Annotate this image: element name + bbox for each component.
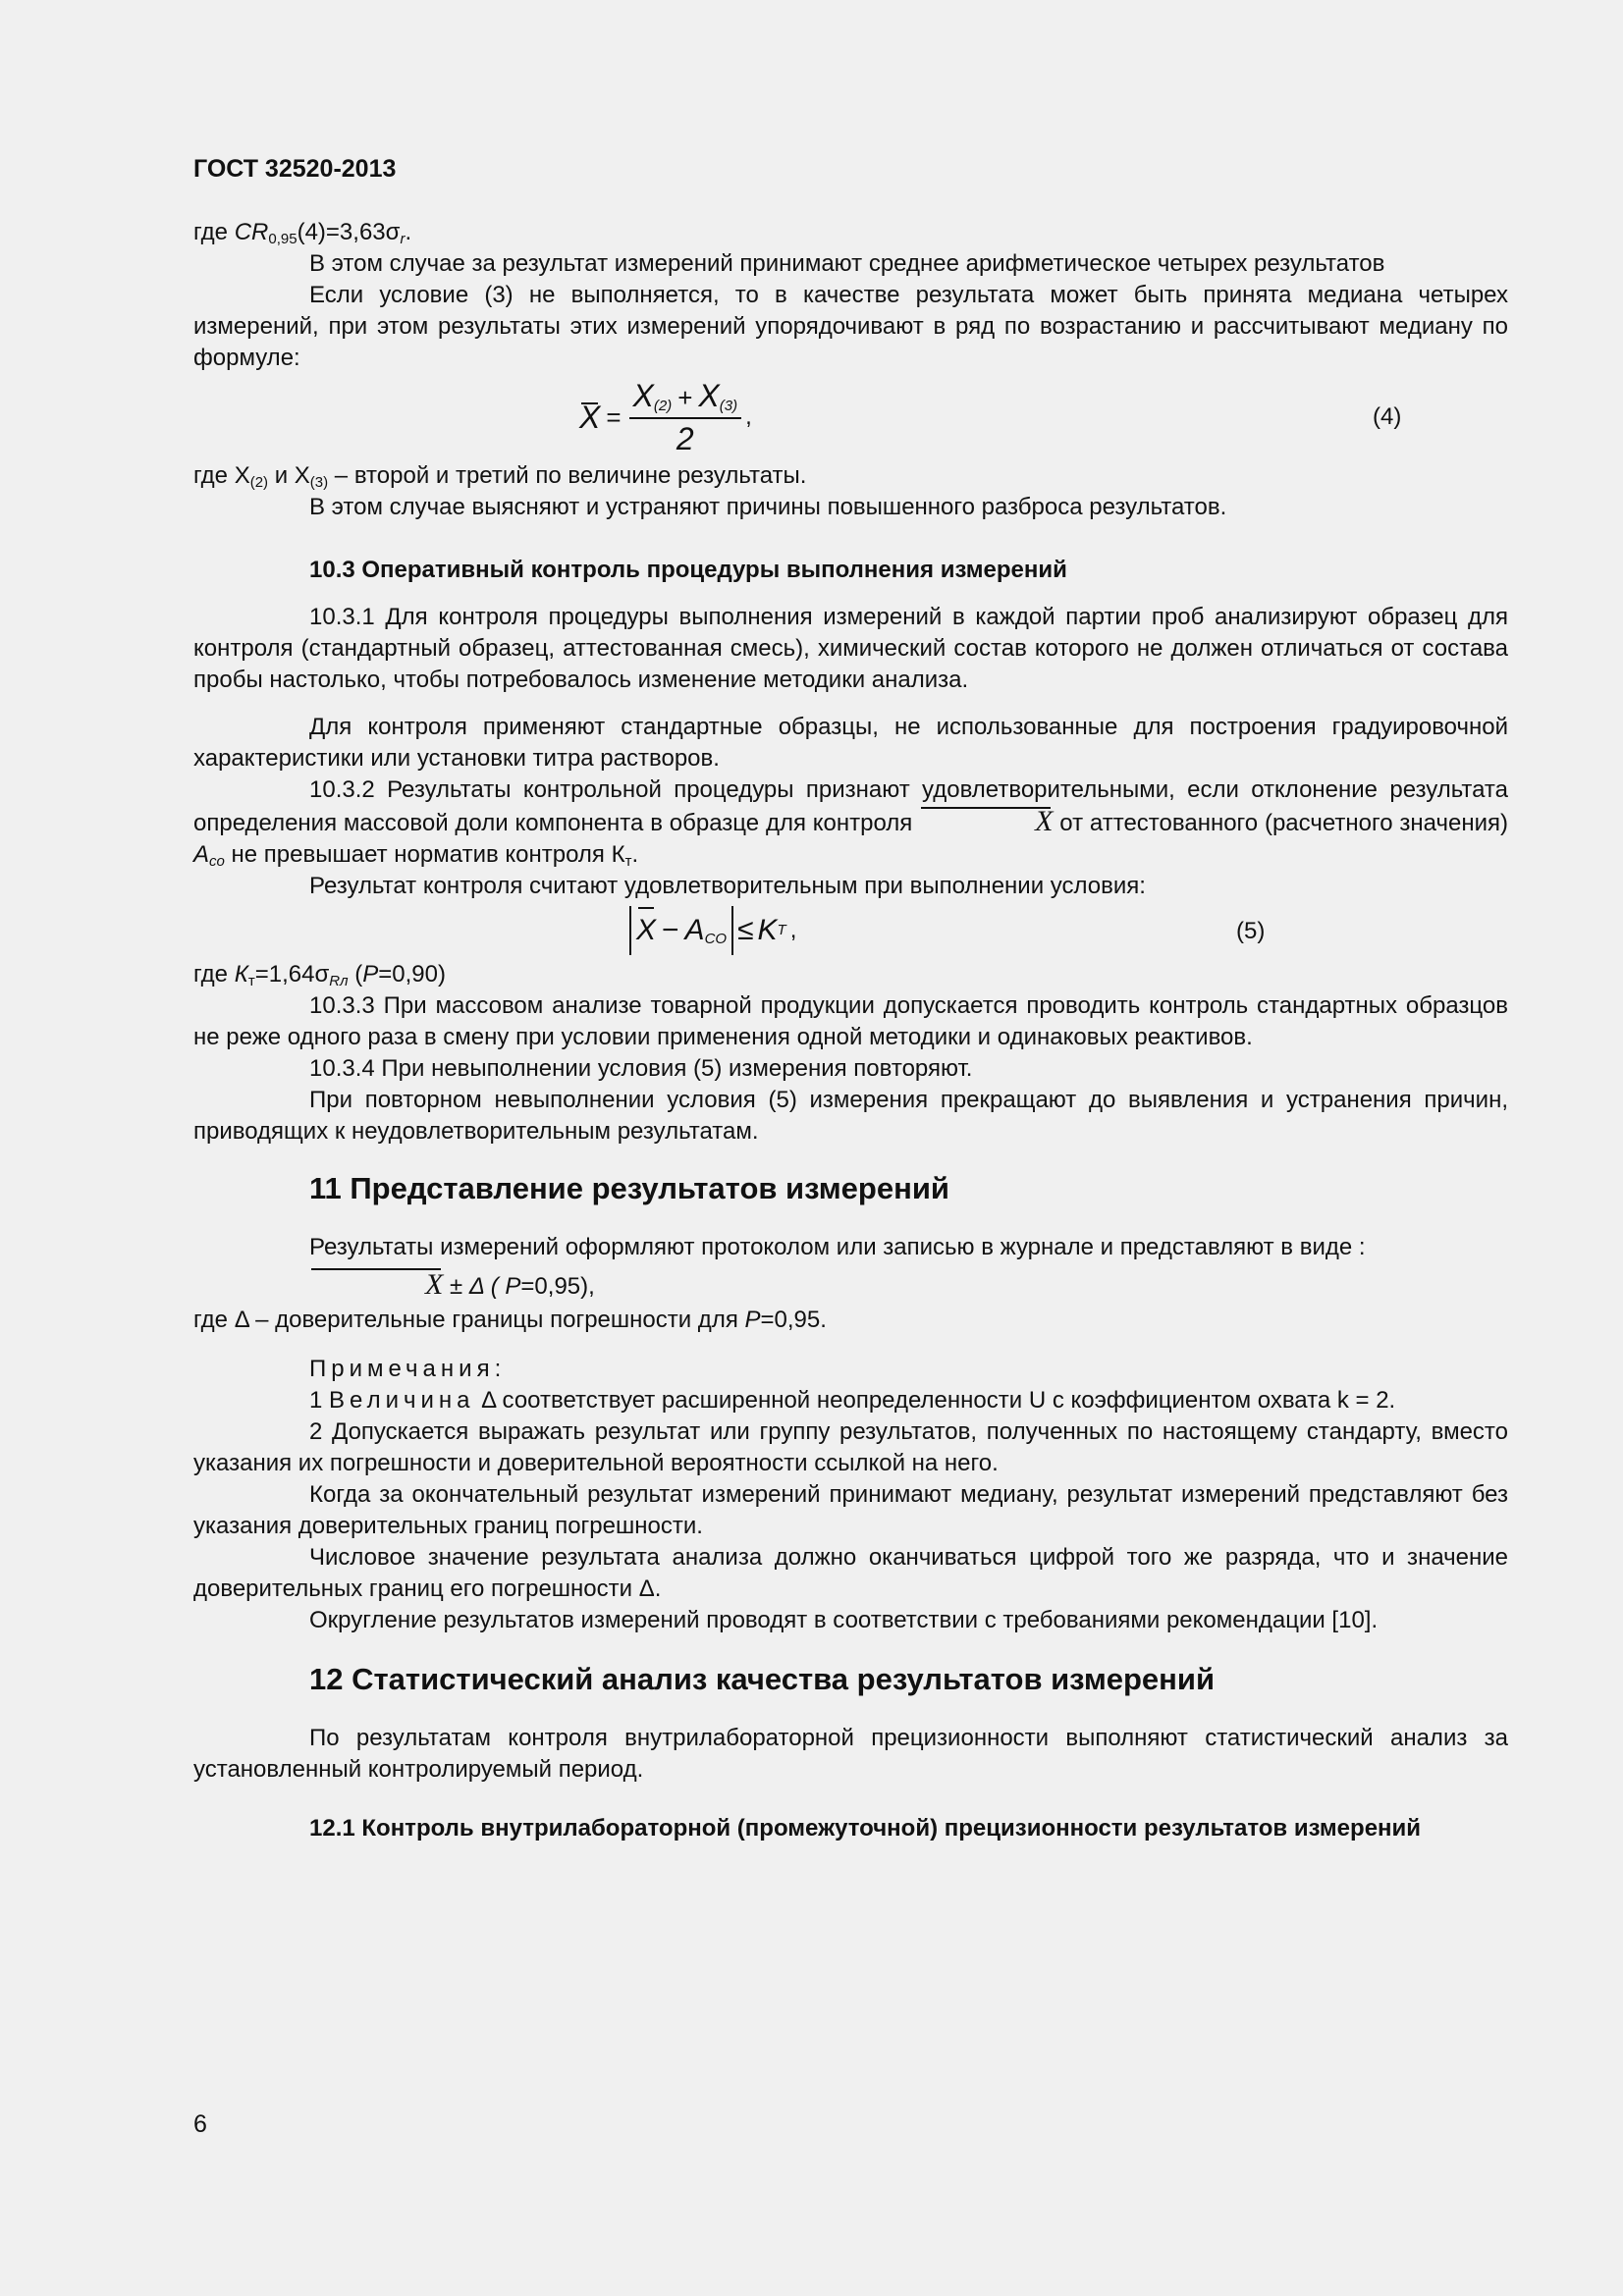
- paragraph: Для контроля применяют стандартные образцы, не использованные для построения градуировочной характеристики или установки титра растворов.: [193, 714, 1508, 772]
- text-fragment: .: [631, 841, 639, 868]
- text-fragment: где: [193, 219, 235, 245]
- subscript: т: [624, 853, 632, 870]
- subscript: Rл: [329, 973, 349, 989]
- paragraph: 10.3.1 Для контроля процедуры выполнения измерений в каждой партии проб анализируют образец для контроля (стандартный образец, аттестованная смесь), химический состав которого не должен отличаться от состава пробы настолько, чтобы потребовалось изменение методики анализа.: [193, 604, 1508, 693]
- paragraph: При повторном невыполнении условия (5) измерения прекращают до выявления и устранения причин, приводящих к неудовлетворительным результатам.: [193, 1087, 1508, 1145]
- paragraph: В этом случае выясняют и устраняют причины повышенного разброса результатов.: [309, 494, 1227, 520]
- text-fragment: где X: [193, 462, 250, 489]
- text-fragment: не превышает норматив контроля К: [224, 841, 625, 868]
- notes-heading: Примечания:: [309, 1356, 507, 1382]
- paragraph: Числовое значение результата анализа должно оканчиваться цифрой того же разряда, что и значение доверительных границ его погрешности Δ.: [193, 1544, 1508, 1602]
- fraction: [629, 376, 742, 458]
- page-number: 6: [193, 2110, 207, 2138]
- plus-sign: +: [677, 383, 693, 412]
- formula-comma: ,: [789, 917, 797, 943]
- formula-5: [193, 902, 1508, 959]
- section-heading-12-1: 12.1 Контроль внутрилабораторной (промежуточной) прецизионности результатов измерений: [309, 1815, 1422, 1842]
- subscript: т: [247, 973, 255, 989]
- paragraph: Результаты измерений оформляют протоколом или записью в журнале и представляют в виде :: [309, 1234, 1366, 1260]
- absolute-value: [629, 906, 733, 955]
- note-1: [193, 1385, 1508, 1416]
- document-code: ГОСТ 32520-2013: [193, 155, 397, 183]
- spaced-word: Величина: [329, 1387, 475, 1414]
- result-expression: [193, 1267, 1508, 1305]
- text-fragment: =0,95.: [760, 1307, 827, 1333]
- p-symbol: P: [505, 1273, 521, 1300]
- text-fragment: =0,95),: [520, 1273, 595, 1300]
- subscript: (3): [309, 474, 329, 491]
- text-fragment: (: [484, 1273, 506, 1300]
- subscript: 0,95: [268, 231, 298, 247]
- note-number: 1: [309, 1387, 323, 1414]
- plus-minus-sign: ±: [443, 1273, 469, 1300]
- minus-sign: −: [662, 914, 679, 946]
- equals-sign: =: [606, 402, 622, 432]
- numerator: [629, 376, 742, 419]
- x3-symbol: X: [698, 378, 720, 413]
- text-fragment: – второй и третий по величине результаты.: [328, 462, 807, 489]
- equation-number: (4): [1373, 403, 1402, 430]
- text-fragment: от аттестованного (расчетного значения): [1053, 810, 1508, 836]
- section-heading-12: 12 Статистический анализ качества результатов измерений: [309, 1662, 1216, 1696]
- paragraph: [193, 460, 1508, 492]
- cr-symbol: CR: [234, 219, 269, 245]
- subscript: (2): [653, 398, 673, 414]
- p-symbol: P: [362, 961, 379, 988]
- mean-x-symbol: X: [919, 806, 1053, 837]
- paragraph: [193, 1305, 1508, 1336]
- kt-definition: [193, 959, 1508, 990]
- mean-x-symbol: X: [309, 1267, 443, 1303]
- subscript: CO: [704, 931, 728, 947]
- text-fragment: =1,64σ: [254, 961, 330, 988]
- delta-symbol: Δ: [468, 1273, 485, 1300]
- formula-comma: ,: [745, 403, 752, 430]
- subscript: r: [400, 231, 406, 247]
- mean-x-symbol: X: [636, 906, 656, 955]
- a-symbol: A: [193, 841, 210, 868]
- k-symbol: K: [757, 914, 778, 946]
- paragraph: Если условие (3) не выполняется, то в качестве результата может быть принята медиана четырех измерений, при этом результаты этих измерений упорядочивают в ряд по возрастанию и рассчитывают медиану по формуле:: [193, 282, 1508, 371]
- less-equal-sign: ≤: [737, 914, 754, 946]
- subscript: (2): [249, 474, 269, 491]
- paragraph: Округление результатов измерений проводят в соответствии с требованиями рекомендации [10].: [309, 1607, 1379, 1633]
- section-heading-10-3: 10.3 Оперативный контроль процедуры выполнения измерений: [309, 557, 1067, 583]
- text-fragment: (4)=3,63σ: [297, 219, 401, 245]
- paragraph: По результатам контроля внутрилабораторной прецизионности выполняют статистический анализ за установленный контролируемый период.: [193, 1725, 1508, 1783]
- text-fragment: где Δ – доверительные границы погрешности для: [193, 1307, 745, 1333]
- paragraph: Результат контроля считают удовлетворительным при выполнении условия:: [309, 873, 1146, 899]
- paragraph: В этом случае за результат измерений принимают среднее арифметическое четырех результатов: [309, 250, 1385, 277]
- formula-4: [193, 374, 1508, 460]
- paragraph: 10.3.4 При невыполнении условия (5) измерения повторяют.: [309, 1055, 973, 1082]
- text-fragment: .: [405, 219, 412, 245]
- paragraph: Когда за окончательный результат измерений принимают медиану, результат измерений представляют без указания доверительных границ погрешности.: [193, 1481, 1508, 1539]
- a-symbol: A: [684, 914, 705, 946]
- text-fragment: (: [348, 961, 363, 988]
- text-fragment: Δ соответствует расширенной неопределенности U с коэффициентом охвата k = 2.: [474, 1387, 1396, 1414]
- subscript: (3): [719, 398, 738, 414]
- text-fragment: =0,90): [378, 961, 446, 988]
- paragraph: [193, 774, 1508, 871]
- text-fragment: 10.3.2 Результаты контрольной процедуры признают удовлетворительными, если отклонение результата определения массовой доли компонента в образце для контроля: [193, 776, 1508, 836]
- document-body: [193, 217, 1508, 1844]
- control-condition: $X - A_{CO}$ ≤ K T ,: [629, 902, 796, 959]
- denominator: 2: [676, 421, 694, 456]
- paragraph: 10.3.3 При массовом анализе товарной продукции допускается проводить контроль стандартных образцов не реже одного раза в смену при условии применения одной методики и одинаковых реактивов.: [193, 992, 1508, 1050]
- p-symbol: P: [744, 1307, 761, 1333]
- text-fragment: где: [193, 961, 235, 988]
- note-2: 2 Допускается выражать результат или группу результатов, полученных по настоящему стандарту, вместо указания их погрешности и доверительной вероятности ссылкой на него.: [193, 1418, 1508, 1476]
- median-formula: [579, 374, 752, 460]
- mean-x-symbol: X: [579, 400, 601, 435]
- k-symbol: К: [234, 961, 248, 988]
- subscript: co: [209, 853, 225, 870]
- equation-number: (5): [1236, 918, 1266, 944]
- text-fragment: и X: [268, 462, 310, 489]
- x2-symbol: X: [632, 378, 654, 413]
- cr-definition: [193, 217, 1508, 248]
- section-heading-11: 11 Представление результатов измерений: [309, 1171, 949, 1205]
